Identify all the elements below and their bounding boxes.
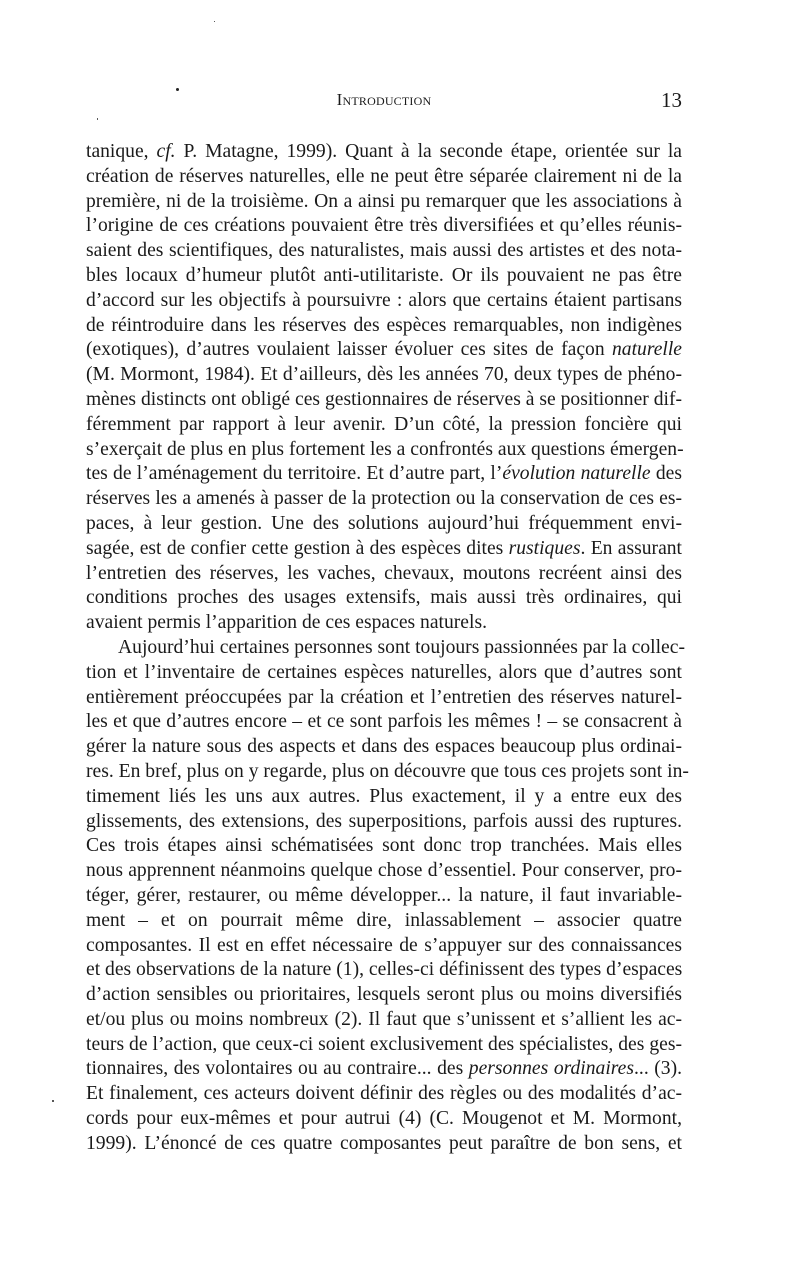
text-line xyxy=(86,958,682,983)
scan-speck xyxy=(97,118,98,120)
scan-speck xyxy=(176,88,179,91)
text-line xyxy=(86,562,682,587)
running-head xyxy=(86,88,682,112)
paragraph xyxy=(86,636,689,1157)
text-run: et des observations de la nature (1), celles-ci définissent des types d’espaces xyxy=(86,959,683,981)
text-line xyxy=(86,1132,682,1157)
text-run: composantes. Il est en effet nécessaire de s’appuyer sur des connaissances xyxy=(86,934,682,956)
italic-text: naturelle xyxy=(611,339,682,361)
text-run: ... (3). xyxy=(634,1058,683,1080)
text-line xyxy=(86,314,682,339)
text-line xyxy=(86,165,682,190)
text-run: l’origine de ces créations pouvaient être très diversifiées et qu’elles réunis- xyxy=(86,215,682,237)
text-run: bles locaux d’humeur plutôt anti-utilitariste. Or ils pouvaient ne pas être xyxy=(86,264,682,286)
text-run: sagée, est de confier cette gestion à des espèces dites xyxy=(86,537,509,559)
text-line xyxy=(86,537,682,562)
text-line xyxy=(86,661,682,686)
text-run: teurs de l’action, que ceux-ci soient exclusivement des spécialistes, des ges- xyxy=(86,1033,682,1055)
text-line xyxy=(86,710,682,735)
italic-text: cf. xyxy=(156,141,176,162)
scan-speck xyxy=(52,1100,54,1102)
text-line xyxy=(86,686,682,711)
text-line xyxy=(86,735,682,760)
text-run: Aujourd’hui certaines personnes sont toujours passionnées par la collec- xyxy=(118,636,685,658)
text-line xyxy=(86,834,682,859)
text-run: tes de l’aménagement du territoire. Et d’autre part, l’ xyxy=(86,463,503,485)
text-line xyxy=(86,190,682,215)
text-line xyxy=(86,909,682,934)
text-run: féremment par rapport à leur avenir. D’un côté, la pression foncière qui xyxy=(86,413,682,435)
text-line xyxy=(86,586,682,611)
italic-text: rustiques xyxy=(508,537,581,559)
text-line xyxy=(86,1082,682,1107)
text-run: d’accord sur les objectifs à poursuivre : alors que certains étaient partisans xyxy=(86,289,682,311)
text-line xyxy=(86,1057,682,1082)
text-run: (exotiques), d’autres voulaient laisser évoluer ces sites de façon xyxy=(86,339,612,361)
text-line xyxy=(86,983,682,1008)
text-line xyxy=(86,388,682,413)
italic-text: personnes ordinaires xyxy=(468,1058,635,1080)
text-line xyxy=(86,934,682,959)
text-line xyxy=(86,363,682,388)
text-line xyxy=(86,413,682,438)
text-run: d’action sensibles ou prioritaires, lesquels seront plus ou moins diversifiés xyxy=(86,984,682,1006)
text-run: Et finalement, ces acteurs doivent définir des règles ou des modalités d’ac- xyxy=(86,1083,682,1105)
text-run: timement liés les uns aux autres. Plus exactement, il y a entre eux des xyxy=(86,785,682,807)
text-run: res. En bref, plus on y regarde, plus on découvre que tous ces projets sont in- xyxy=(86,760,689,782)
text-line xyxy=(86,785,682,810)
text-run: nous apprennent néanmoins quelque chose d’essentiel. Pour conserver, pro- xyxy=(86,860,682,882)
text-run: tion et l’inventaire de certaines espèces naturelles, alors que d’autres sont xyxy=(86,661,682,683)
text-line xyxy=(86,636,685,661)
text-line xyxy=(86,140,682,165)
paragraph xyxy=(86,140,682,636)
text-run: saient des scientifiques, des naturalistes, mais aussi des artistes et des nota- xyxy=(86,240,682,262)
text-line xyxy=(86,338,682,363)
text-run: les et que d’autres encore – et ce sont parfois les mêmes ! – se consacrent à xyxy=(86,711,682,733)
text-run: tionnaires, des volontaires ou au contraire... des xyxy=(86,1058,469,1080)
text-line xyxy=(86,264,682,289)
text-run: cords pour eux-mêmes et pour autrui (4) (C. Mougenot et M. Mormont, xyxy=(86,1108,682,1130)
text-run: création de réserves naturelles, elle ne peut être séparée clairement ni de la xyxy=(86,165,682,187)
text-run: Ces trois étapes ainsi schématisées sont donc trop tranchées. Mais elles xyxy=(86,835,682,857)
text-run: conditions proches des usages extensifs, mais aussi très ordinaires, qui xyxy=(86,587,682,609)
text-run: de réintroduire dans les réserves des espèces remarquables, non indigènes xyxy=(86,314,682,336)
text-run: . En assurant xyxy=(580,537,683,559)
text-line xyxy=(86,462,682,487)
text-run: des xyxy=(650,463,682,485)
text-run: s’exerçait de plus en plus fortement les a confrontés aux questions émergen- xyxy=(86,438,684,460)
text-run: 1999). L’énoncé de ces quatre composantes peut paraître de bon sens, et xyxy=(86,1132,682,1154)
text-run: (M. Mormont, 1984). Et d’ailleurs, dès les années 70, deux types de phéno- xyxy=(86,364,682,386)
text-line xyxy=(86,810,682,835)
text-line xyxy=(86,512,682,537)
text-line xyxy=(86,760,689,785)
text-run: ment – et on pourrait même dire, inlassablement – associer quatre xyxy=(86,909,682,931)
text-line xyxy=(86,1008,682,1033)
scan-speck xyxy=(214,21,215,22)
text-run: paces, à leur gestion. Une des solutions aujourd’hui fréquemment envi- xyxy=(86,512,682,534)
text-run: P. Matagne, 1999). Quant à la seconde étape, orientée sur la xyxy=(175,141,682,162)
text-line xyxy=(86,214,682,239)
text-line xyxy=(86,859,682,884)
italic-text: évolution naturelle xyxy=(502,463,651,485)
text-run: entièrement préoccupées par la création et l’entretien des réserves naturel- xyxy=(86,686,682,708)
text-line xyxy=(86,289,682,314)
text-line xyxy=(86,239,682,264)
text-line xyxy=(86,1107,682,1132)
text-run: téger, gérer, restaurer, ou même développer... la nature, il faut invariable- xyxy=(86,884,682,906)
page-number: 13 xyxy=(661,88,682,112)
text-run: première, ni de la troisième. On a ainsi pu remarquer que les associations à xyxy=(86,190,682,212)
running-title: Introduction xyxy=(336,90,432,109)
text-run: gérer la nature sous des aspects et dans des espaces beaucoup plus ordinai- xyxy=(86,736,682,758)
text-run: l’entretien des réserves, les vaches, chevaux, moutons recréent ainsi des xyxy=(86,562,682,584)
text-run: tanique, xyxy=(86,141,157,162)
text-run: réserves les a amenés à passer de la protection ou la conservation de ces es- xyxy=(86,488,682,510)
text-line xyxy=(86,487,682,512)
text-line xyxy=(86,611,682,636)
text-run: mènes distincts ont obligé ces gestionnaires de réserves à se positionner dif- xyxy=(86,388,682,410)
body-text xyxy=(86,140,689,1157)
text-line xyxy=(86,438,682,463)
text-run: avaient permis l’apparition de ces espaces naturels. xyxy=(86,612,487,634)
text-line xyxy=(86,884,682,909)
text-run: glissements, des extensions, des superpositions, parfois aussi des ruptures. xyxy=(86,810,682,832)
text-line xyxy=(86,1033,682,1058)
text-run: et/ou plus ou moins nombreux (2). Il faut que s’unissent et s’allient les ac- xyxy=(86,1008,682,1030)
